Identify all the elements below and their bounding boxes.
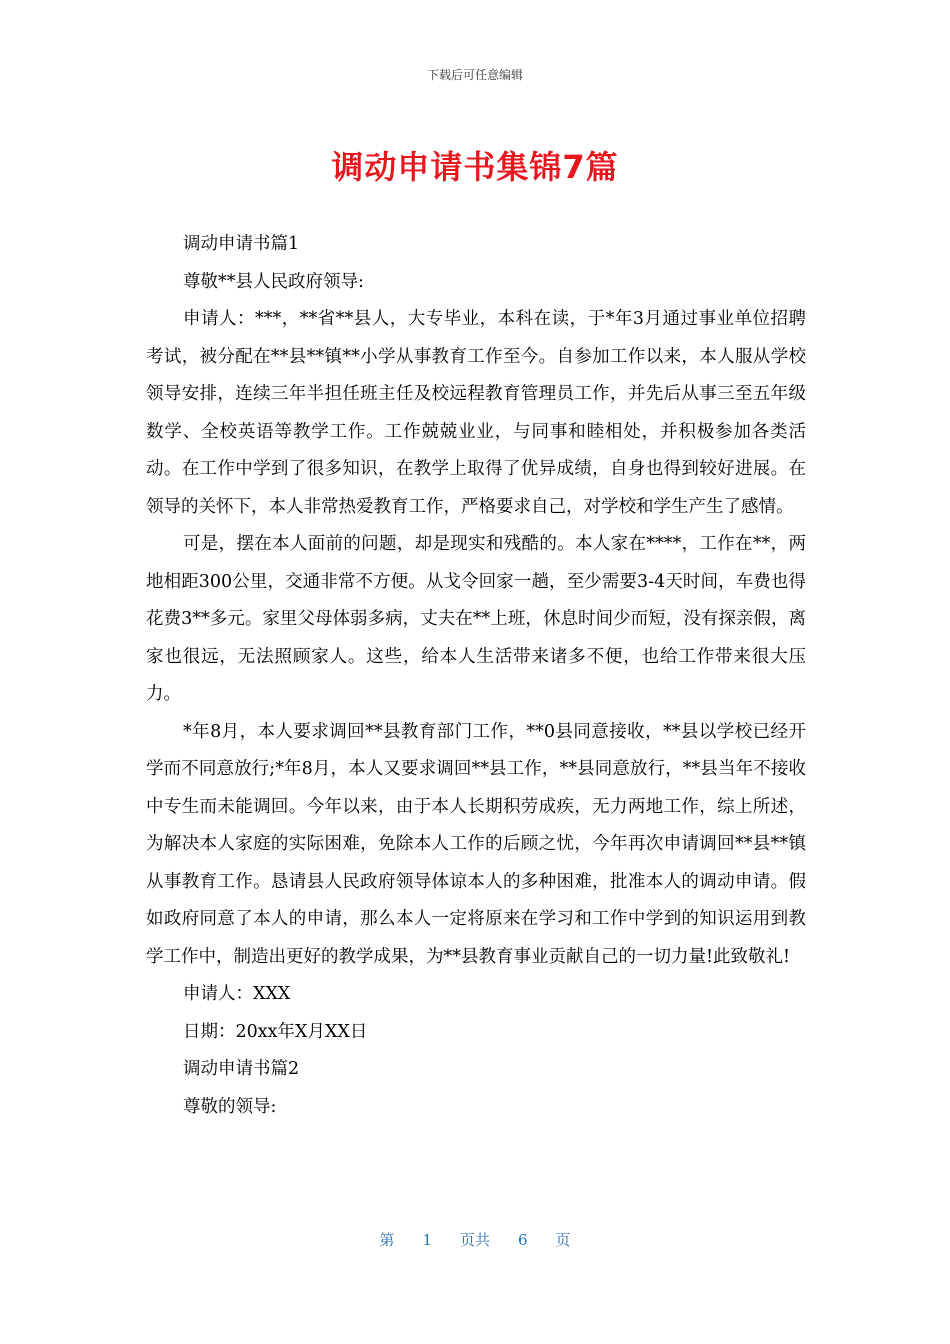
body-paragraph: 可是，摆在本人面前的问题，却是现实和残酷的。本人家在****，工作在**，两地相距300公里，交通非常不方便。从戈令回家一趟，至少需要3-4天时间，车费也得花费3**多元。家里父母体弱多病，丈夫在**上班，休息时间少而短，没有探亲假，离家也很远，无法照顾家人。这些，给本人生活带来诸多不便，也给工作带来很大压力。 [146, 534, 806, 704]
page-footer [0, 1229, 950, 1250]
applicant-line: 申请人：XXX [183, 984, 291, 1004]
footer-label: 页 [555, 1231, 571, 1249]
footer-page-number: 1 [422, 1231, 432, 1249]
date-line: 日期：20xx年X月XX日 [183, 1021, 368, 1042]
footer-label: 页共 [459, 1231, 490, 1249]
section-heading-1: 调动申请书篇1 [183, 234, 300, 254]
body-paragraph: 申请人：***，**省**县人，大专毕业，本科在读，于*年3月通过事业单位招聘考试，被分配在**县**镇**小学从事教育工作至今。自参加工作以来，本人服从学校领导安排，连续三年半担任班主任及校远程教育管理员工作，并先后从事三至五年级数学、全校英语等教学工作。工作兢兢业业，与同事和睦相处，并积极参加各类活动。在工作中学到了很多知识，在教学上取得了优异成绩，自身也得到较好进展。在领导的关怀下，本人非常热爱教育工作，严格要求自己，对学校和学生产生了感情。 [146, 309, 806, 517]
footer-total-pages: 6 [518, 1231, 528, 1249]
page-header-note: 下载后可任意编辑 [426, 68, 523, 82]
salutation-2: 尊敬的领导: [183, 1096, 277, 1117]
body-paragraph: *年8月，本人要求调回**县教育部门工作，**0县同意接收，**县以学校已经开学而不同意放行;*年8月，本人又要求调回**县工作，**县同意放行，**县当年不接收中专生而未能调回。今年以来，由于本人长期积劳成疾，无力两地工作，综上所述，为解决本人家庭的实际困难，免除本人工作的后顾之忧，今年再次申请调回**县**镇从事教育工作。恳请县人民政府领导体谅本人的多种困难，批准本人的调动申请。假如政府同意了本人的申请，那么本人一定将原来在学习和工作中学到的知识运用到教学工作中，制造出更好的教学成果，为**县教育事业贡献自己的一切力量!此致敬礼! [146, 721, 806, 967]
document-body [146, 226, 806, 1126]
section-heading-2: 调动申请书篇2 [183, 1059, 300, 1079]
footer-label: 第 [379, 1231, 395, 1249]
salutation-1: 尊敬**县人民政府领导: [183, 271, 364, 292]
document-title: 调动申请书集锦7篇 [331, 148, 619, 186]
